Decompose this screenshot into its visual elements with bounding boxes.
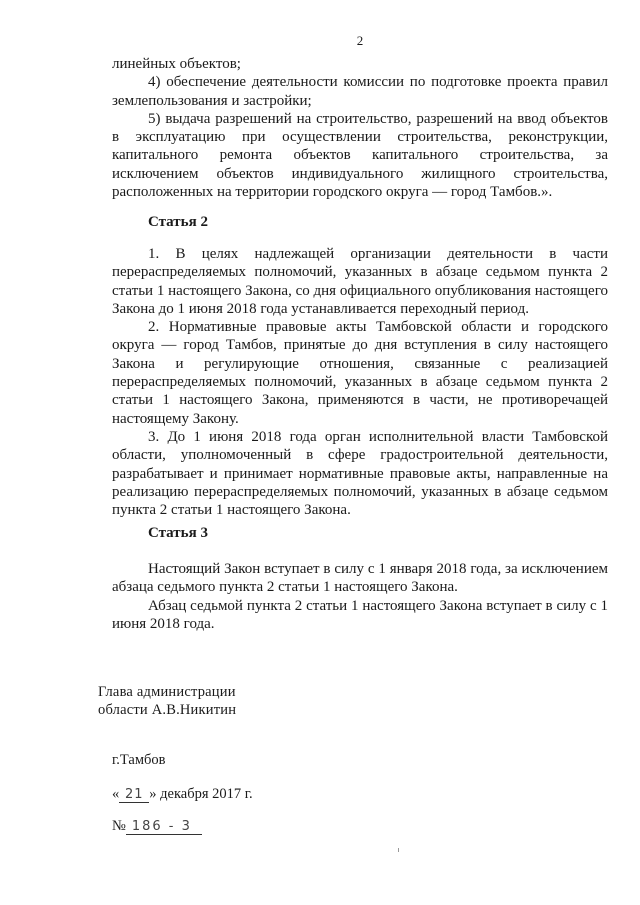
signature-block <box>98 683 236 719</box>
law-number <box>112 818 202 835</box>
article1-tail <box>112 55 608 201</box>
date-line <box>112 786 253 803</box>
article2-paragraph-3: 3. До 1 июня 2018 года орган исполнительной власти Тамбовской области, уполномоченный в сфере градостроительной деятельности, разрабатывает и принимает нормативные правовые акты, направленные на реализацию перераспределяемых полномочий, указанных в абзаце седьмом пункта 2 статьи 1 настоящего Закона. <box>112 428 608 519</box>
article2-body <box>112 245 608 519</box>
number-sign: № <box>112 818 126 834</box>
article2-paragraph-1: 1. В целях надлежащей организации деятельности в части перераспределяемых полномочий, указанных в абзаце седьмом пункта 2 статьи 1 настоящего Закона, со дня официального опубликования настоящего Закона до 1 июня 2018 года устанавливается переходный период. <box>112 246 608 317</box>
article2-heading: Статья 2 <box>148 214 208 230</box>
article2-paragraph-2: 2. Нормативные правовые акты Тамбовской области и городского округа — город Тамбов, принятые до дня вступления в силу настоящего Закона и регулирующие отношения, связанные с реализацией перераспределяемых полномочий, указанных в абзаце седьмом пункта 2 статьи 1 настоящего Закона, применяются в части, не противоречащей настоящему Закону. <box>112 319 608 427</box>
article3-paragraph-2: Абзац седьмой пункта 2 статьи 1 настоящего Закона вступает в силу с 1 июня 2018 года. <box>112 597 608 632</box>
article3-heading: Статья 3 <box>148 525 208 541</box>
signature-name: области А.В.Никитин <box>98 702 237 718</box>
article3-body <box>112 560 608 633</box>
signature-title: Глава администрации <box>98 684 236 700</box>
article1-item-4: 4) обеспечение деятельности комиссии по подготовке проекта правил землепользования и застройки; <box>112 74 608 109</box>
page-number: 2 <box>356 33 364 48</box>
article1-item-5: 5) выдача разрешений на строительство, разрешений на ввод объектов в эксплуатацию при осуществлении строительства, реконструкции, капитального ремонта объектов капитального строительства, за исключением объектов индивидуального жилищного строительства, расположенных на территории городского округа — город Тамбов.». <box>112 110 608 201</box>
date-open-quote: « <box>112 786 120 802</box>
place: г.Тамбов <box>112 752 166 768</box>
article1-tail-line: линейных объектов; <box>112 56 241 72</box>
date-rest: » декабря 2017 г. <box>149 786 253 802</box>
date-day-handwritten: 21 <box>119 787 149 803</box>
article3-paragraph-1: Настоящий Закон вступает в силу с 1 января 2018 года, за исключением абзаца седьмого пункта 2 статьи 1 настоящего Закона. <box>112 561 608 596</box>
number-handwritten: 186 - 3 <box>126 819 202 835</box>
scan-speck <box>398 848 399 852</box>
